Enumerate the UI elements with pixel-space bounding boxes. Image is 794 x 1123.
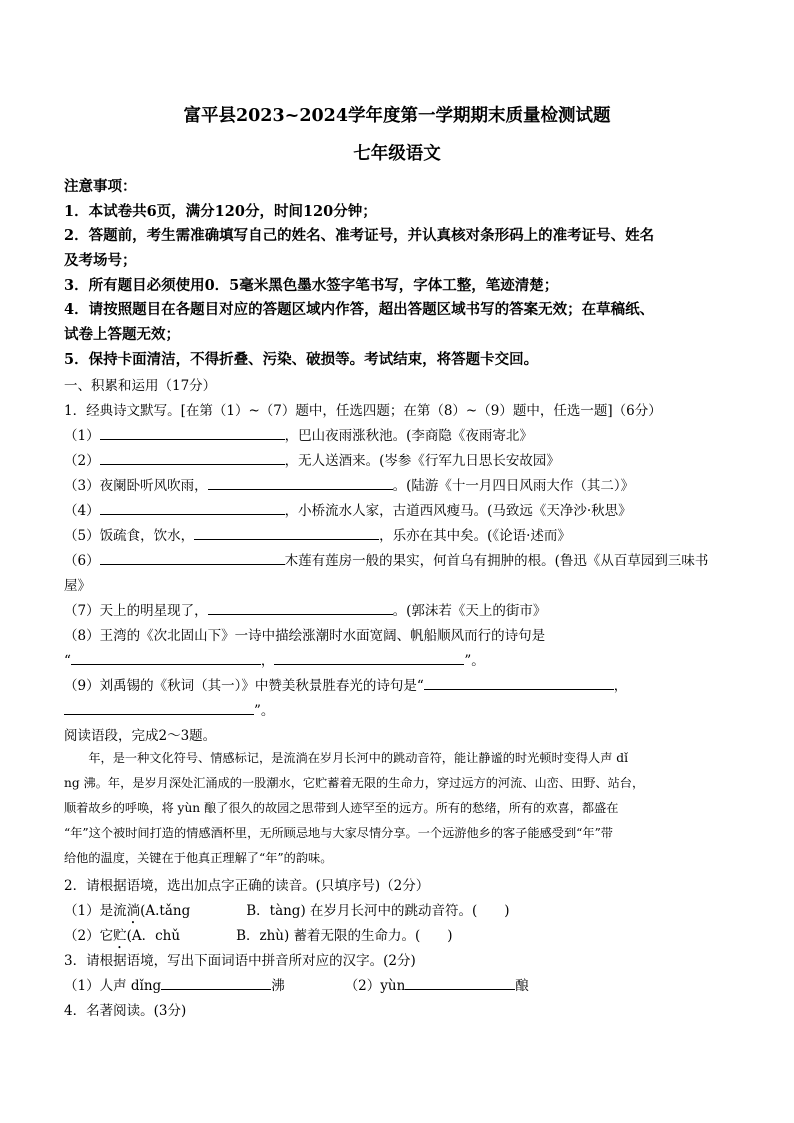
- dotted-char: 贮: [113, 928, 127, 944]
- answer-blank[interactable]: [100, 550, 285, 565]
- q1-stem: 1．经典诗文默写。[在第（1）~（7）题中，任选四题；在第（8）~（9）题中，任选一题]（6分）: [64, 403, 662, 419]
- notice-item: 试卷上答题无效；: [64, 326, 180, 343]
- q1-line-3: （3）夜阑卧听风吹雨， 。(陆游《十一月四日风雨大作（其二）》: [64, 474, 634, 494]
- answer-blank[interactable]: [100, 425, 285, 440]
- notice-item: 1．本试卷共6页，满分120分，时间120分钟；: [64, 203, 377, 220]
- answer-blank[interactable]: [71, 650, 261, 665]
- q1-line-2: （2） ，无人送酒来。(岑参《行军九日思长安故园》: [64, 449, 560, 469]
- notice-item: 3．所有题目必须使用0．5毫米黑色墨水签字笔书写，字体工整，笔迹清楚；: [64, 277, 559, 294]
- exam-title: 富平县2023~2024学年度第一学期期末质量检测试题: [183, 106, 611, 126]
- notice-item: 及考场号；: [64, 252, 137, 269]
- passage-line: 年，是一种文化符号、情感标记，是流淌在岁月长河中的跳动音符，能让静谧的时光顿时变得人声 dǐ: [64, 751, 629, 765]
- q1-line-6-cont: 屋》: [64, 578, 91, 594]
- answer-blank[interactable]: [424, 675, 614, 690]
- answer-blank[interactable]: [274, 650, 464, 665]
- q1-line-4: （4） ，小桥流水人家，古道西风瘦马。(马致远《天净沙·秋思》: [64, 499, 632, 519]
- notice-heading: 注意事项：: [64, 178, 137, 195]
- passage-line: “年”这个被时间打造的情感酒杯里，无所顾忌地与大家尽情分享。一个远游他乡的客子能感受到“年”带: [64, 826, 613, 840]
- q1-line-9-cont: ”。: [64, 699, 274, 719]
- notice-item: 5．保持卡面清洁，不得折叠、污染、破损等。考试结束，将答题卡交回。: [64, 351, 539, 368]
- answer-blank[interactable]: [208, 475, 393, 490]
- answer-blank[interactable]: [64, 700, 254, 715]
- passage-line: 给他的温度，关键在于他真正理解了“年”的韵味。: [64, 851, 333, 865]
- q1-line-1: （1） ，巴山夜雨涨秋池。(李商隐《夜雨寄北》: [64, 424, 533, 444]
- passage-line: 顺着故乡的呼唤，将 yùn 酿了很久的故园之思带到人迹罕至的远方。所有的愁绪，所有的欢喜，都盛在: [64, 801, 619, 815]
- section-heading: 一、积累和运用（17分）: [64, 378, 217, 394]
- exam-subtitle: 七年级语文: [353, 144, 441, 164]
- answer-blank[interactable]: [208, 600, 393, 615]
- notice-item: 4．请按照题目在各题目对应的答题区域内作答，超出答题区域书写的答案无效；在草稿纸、: [64, 301, 655, 318]
- answer-blank[interactable]: [100, 450, 285, 465]
- answer-blank[interactable]: [100, 500, 285, 515]
- reading-intro: 阅读语段，完成2～3题。: [64, 728, 217, 744]
- q1-line-7: （7）天上的明星现了， 。(郭沫若《天上的街市》: [64, 599, 546, 619]
- q4-stem: 4．名著阅读。(3分): [64, 1003, 187, 1019]
- q3-stem: 3．请根据语境，写出下面词语中拼音所对应的汉字。(2分): [64, 953, 416, 969]
- answer-blank[interactable]: [405, 975, 515, 990]
- q1-line-8: （8）王湾的《次北固山下》一诗中描绘涨潮时水面宽阔、帆船顺风而行的诗句是: [64, 628, 546, 644]
- passage-line: ng 沸。年，是岁月深处汇涌成的一股潮水，它贮蓄着无限的生命力，穿过远方的河流、山峦、田野、站台，: [64, 776, 645, 790]
- q1-line-9: （9）刘禹锡的《秋词（其一）》中赞美秋景胜春光的诗句是“ ，: [64, 674, 627, 694]
- answer-blank[interactable]: [194, 525, 379, 540]
- answer-blank[interactable]: [161, 975, 271, 990]
- q1-line-8-blanks: “ ， ”。: [64, 649, 485, 669]
- q1-line-5: （5）饭疏食，饮水， ，乐亦在其中矣。(《论语·述而》: [64, 524, 571, 544]
- notice-item: 2．答题前，考生需准确填写自己的姓名、准考证号，并认真核对条形码上的准考证号、姓名: [64, 227, 655, 244]
- q2-item-1: （1）是流淌(A.tǎng B．tàng) 在岁月长河中的跳动音符。( ): [64, 903, 510, 919]
- q2-stem: 2．请根据语境，选出加点字正确的读音。(只填序号)（2分）: [64, 878, 430, 894]
- dotted-char: 淌: [126, 903, 141, 919]
- q3-items: （1）人声 dǐng 沸 （2）yùn 酿: [64, 974, 529, 994]
- q1-line-6: （6） 木莲有莲房一般的果实，何首乌有拥肿的根。(鲁迅《从百草园到三味书: [64, 549, 708, 569]
- q2-item-2: （2）它贮(A．chǔ B．zhù) 蓄着无限的生命力。( ): [64, 928, 453, 944]
